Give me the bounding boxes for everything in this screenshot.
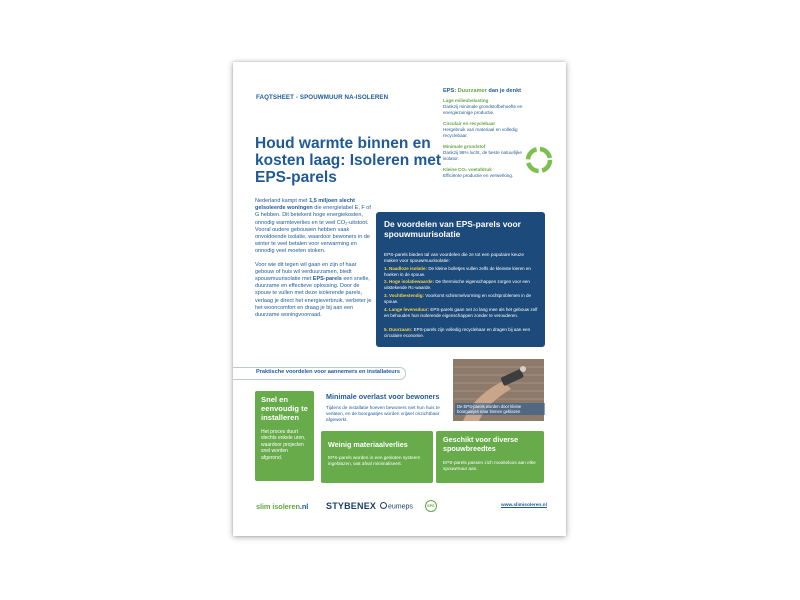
benefit-text: EPS-parels gaan net zo lang mee als het gebouw zelf en behouden hun isolerende eigenschappen zonder te verouderen.: [384, 307, 538, 318]
intro-p1-text-continued: die energielabel E, F of G hebben. Dit betekent hoge energiekosten, onnodig warmteverlies en te veel CO₂-uitstoot. Vooral oudere gebouwen hebben vaak onvoldoende isolatie, waardoor bewoners in de winter te veel betalen voor verwarming en onnodig veel moeten stoken.: [255, 205, 371, 255]
tag-separator: -: [294, 94, 300, 101]
benefit-text: Voorkomt schimmelvorming en vochtproblemen in de spouw.: [384, 293, 532, 304]
intro-p1-emphasis: 1,5 miljoen slecht geïsoleerde woningen: [255, 198, 355, 212]
eumeps-logo: [380, 502, 413, 511]
aside-point-text: Hergebruik van materiaal en volledig recyclebaar.: [443, 126, 518, 138]
minimal-nuisance-text: Tijdens de installatie hoeven bewoners niet hun huis te verlaten, en de boorgaatjes worden vrijwel onzichtbaar afgewerkt.: [326, 405, 440, 422]
benefit-number: 4.: [384, 307, 388, 312]
intro-text: [255, 198, 375, 319]
card-cavity-widths-text: EPS-parels passen zich moeiteloos aan elke spouwmuur aan.: [443, 460, 536, 471]
benefits-intro: EPS-parels bieden tal van voordelen die ze tot een populaire keuze maken voor spouwmuurisolatie:: [384, 252, 524, 263]
section-label: Praktische voordelen voor aannemers en installateurs: [256, 369, 400, 375]
eumeps-ring-icon: [380, 502, 387, 509]
card-fast-install-title: Snel en eenvoudig te installeren: [261, 395, 308, 422]
aside-point: [443, 121, 535, 138]
aside-point-heading: Kleine CO₂ voetafdruk: [443, 167, 492, 172]
benefit-item: [384, 266, 540, 278]
sustainability-panel-title: [443, 88, 521, 94]
slimisoleren-logo-text: slim isoleren: [256, 502, 300, 511]
benefit-text: De kleine bolletjes vullen zelfs de kleinste kieren en hoeken in de spouw.: [384, 266, 531, 277]
benefit-item: [384, 307, 540, 319]
minimal-nuisance-title: Minimale overlast voor bewoners: [326, 392, 440, 401]
recycle-icon: [525, 146, 553, 174]
aside-point-text: Dankzij minimale grondstofbehoefte en energiezuinige productie.: [443, 103, 523, 115]
intro-p2-emphasis: EPS-parels: [312, 276, 342, 283]
aside-title-suffix: dan je denkt: [486, 88, 522, 94]
stybenex-logo: STYBENEX: [326, 501, 377, 511]
page-title: Houd warmte binnen en kosten laag: Isoleren met EPS-parels: [255, 135, 442, 186]
aside-point-text: Efficiënte productie en verwerking.: [443, 172, 514, 178]
benefit-text: EPS-parels zijn volledig recyclebaar en dragen bij aan een circulaire economie.: [384, 327, 531, 338]
card-fast-install-text: Het proces duurt slechts enkele uren, waardoor projecten snel worden afgerond.: [261, 429, 306, 461]
aside-point: [443, 167, 535, 179]
aside-point-heading: Lage milieubelasting: [443, 98, 489, 103]
aside-point: [443, 98, 535, 115]
card-low-waste-title: Weinig materiaalverlies: [328, 440, 408, 449]
document-tag: [256, 94, 388, 101]
benefit-item: [384, 279, 540, 291]
tag-suffix: SPOUWMUUR NA-ISOLEREN: [299, 94, 389, 101]
benefit-item: [384, 327, 540, 339]
website-link[interactable]: www.slimisoleren.nl: [501, 503, 547, 508]
aside-point-heading: Circulair en recyclebaar: [443, 121, 496, 126]
benefit-key: Vochtbestendig:: [389, 293, 424, 298]
benefit-number: 1.: [384, 266, 388, 271]
benefits-title: De voordelen van EPS-parels voor spouwmuurisolatie: [384, 219, 521, 239]
aside-title-highlight: Duurzamer: [457, 88, 487, 94]
eumeps-logo-text: eumeps: [388, 503, 413, 511]
tag-prefix: FAQTSHEET: [256, 94, 295, 101]
card-cavity-widths-title: Geschikt voor diverse spouwbreedtes: [443, 435, 519, 453]
benefit-key: Hoge isolatiewaarde:: [389, 279, 435, 284]
slimisoleren-logo: [256, 502, 308, 511]
aside-point-heading: Minimale grondstof: [443, 144, 486, 149]
intro-p2-text-continued: een snelle, duurzame en effectieve oplossing. Door de spouw te vullen met deze isolerende parels, verlaag je direct het energieverbruik, verbeter je het wooncomfort en draag je bij aan een duurzame woningvoorraad.: [255, 276, 372, 319]
aside-point-text: Dankzij 98% lucht, de beste natuurlijke isolator.: [443, 149, 522, 161]
intro-p1-text: Nederland kampt met: [255, 198, 310, 204]
eps-badge-logo: EPS: [425, 500, 437, 512]
benefit-item: [384, 293, 540, 305]
aside-title-prefix: EPS:: [443, 88, 458, 94]
benefit-number: 5.: [384, 327, 388, 332]
benefit-number: 2.: [384, 279, 388, 284]
benefit-key: Lange levensduur:: [389, 307, 430, 312]
slimisoleren-logo-suffix: .nl: [299, 502, 309, 511]
intro-p2-text: Voor wie dit tegen wil gaan en zijn of haar gebouw of huis wil verduurzamen, biedt spouwmuurisolatie met: [255, 261, 357, 283]
benefit-key: Naadloze isolatie:: [389, 266, 428, 271]
benefit-key: Duurzaam:: [389, 327, 413, 332]
benefit-text: De thermische eigenschappen zorgen voor een uitstekende Rc-waarde.: [384, 279, 530, 290]
aside-point: [443, 144, 535, 161]
factsheet-page: [233, 62, 566, 536]
benefit-number: 3.: [384, 293, 388, 298]
card-low-waste-text: EPS-parels worden in een gesloten systeem ingeblazen, wat afval minimaliseert.: [328, 455, 421, 466]
photo-caption: De EPS-parels worden door kleine boorgaatjes naar binnen geblazen: [455, 403, 545, 415]
